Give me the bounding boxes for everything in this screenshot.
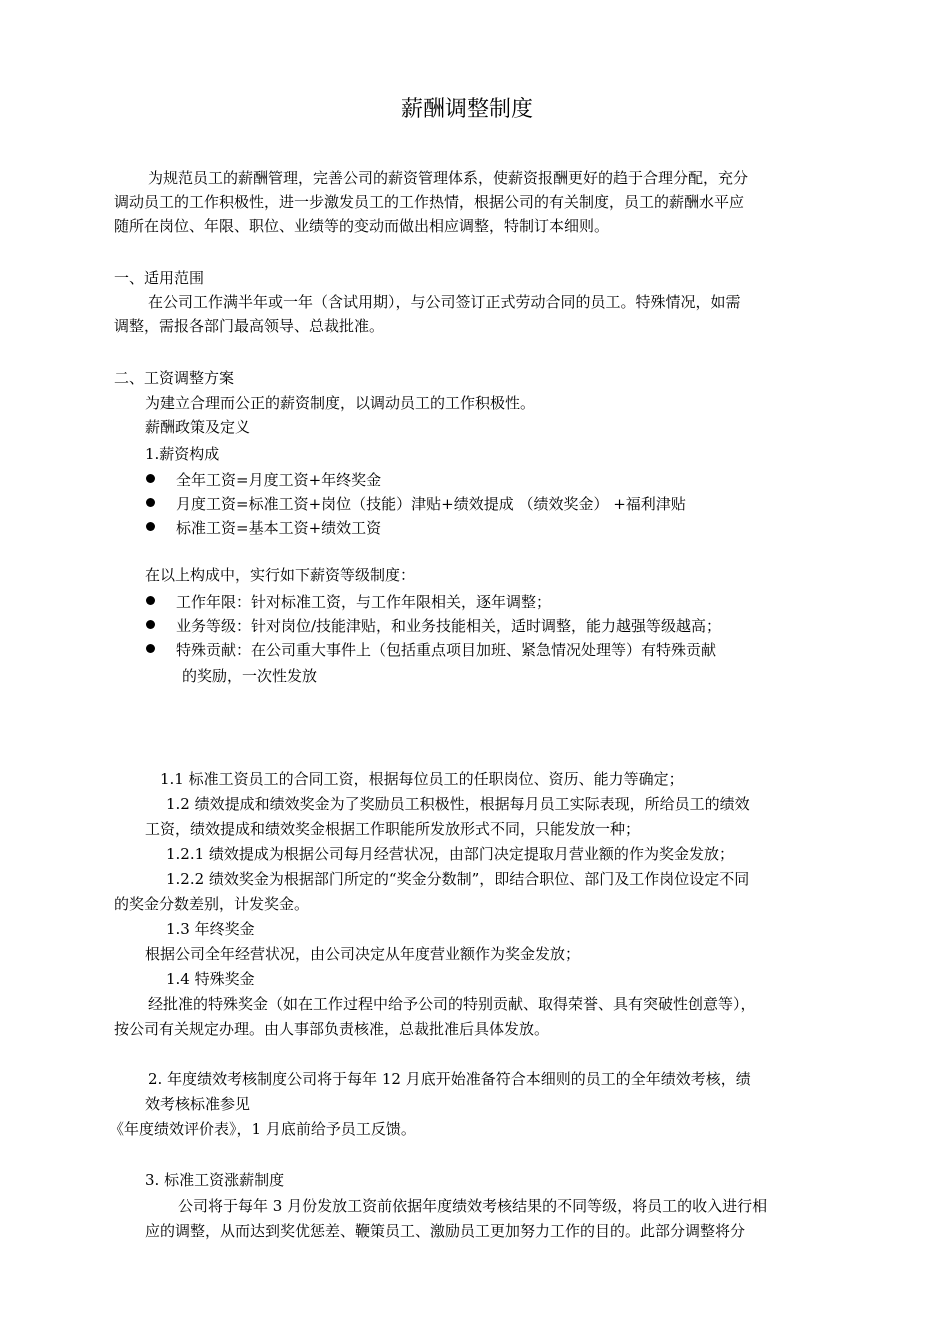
list-item: 业务等级：针对岗位/技能津贴，和业务技能相关，适时调整，能力越强等级越高；: [176, 617, 722, 635]
bullet-dot: [146, 474, 155, 483]
salary-structure-heading: 1.薪资构成: [145, 445, 220, 463]
clause-1-3-text: 根据公司全年经营状况，由公司决定从年度营业额作为奖金发放；: [145, 945, 581, 963]
clause-1-2-1: 1.2.1 绩效提成为根据公司每月经营状况，由部门决定提取月营业额的作为奖金发放；: [166, 845, 734, 863]
clause-1-2-line-2: 工资，绩效提成和绩效奖金根据工作职能所发放形式不同，只能发放一种；: [145, 820, 641, 838]
list-item: 工作年限：针对标准工资，与工作年限相关，逐年调整；: [176, 593, 552, 611]
section1-heading: 一、适用范围: [114, 269, 205, 287]
bullet-dot: [146, 620, 155, 629]
clause-1-4-line-1: 经批准的特殊奖金（如在工作过程中给予公司的特别贡献、取得荣誉、具有突破性创意等），: [148, 995, 756, 1013]
clause-1-1: 1.1 标准工资员工的合同工资，根据每位员工的任职岗位、资历、能力等确定；: [160, 770, 684, 788]
item-3-line-2: 应的调整，从而达到奖优惩差、鞭策员工、激励员工更加努力工作的目的。此部分调整将分: [145, 1222, 746, 1240]
section1-line-1: 在公司工作满半年或一年（含试用期），与公司签订正式劳动合同的员工。特殊情况，如需: [148, 293, 741, 311]
list-item: 月度工资=标准工资+岗位（技能）津贴+绩效提成 （绩效奖金） +福利津贴: [176, 495, 686, 513]
clause-1-3-heading: 1.3 年终奖金: [166, 920, 255, 938]
item-2-line-2: 效考核标准参见: [145, 1095, 251, 1113]
clause-1-2-line-1: 1.2 绩效提成和绩效奖金为了奖励员工积极性，根据每月员工实际表现，所给员工的绩效: [166, 795, 750, 813]
section2-heading: 二、工资调整方案: [114, 369, 235, 387]
intro-line-2: 调动员工的工作积极性，进一步激发员工的工作热情，根据公司的有关制度，员工的薪酬水平应: [114, 193, 745, 211]
intro-line-1: 为规范员工的薪酬管理，完善公司的薪资管理体系，使薪资报酬更好的趋于合理分配，充分: [148, 169, 749, 187]
item-2-line-3: 《年度绩效评价表》，1 月底前给予员工反馈。: [109, 1120, 416, 1138]
document-title: 薪酬调整制度: [401, 97, 534, 122]
clause-1-4-line-2: 按公司有关规定办理。由人事部负责核准，总裁批准后具体发放。: [114, 1020, 550, 1038]
grade-intro: 在以上构成中，实行如下薪资等级制度：: [145, 566, 416, 584]
clause-1-2-2-line-1: 1.2.2 绩效奖金为根据部门所定的“奖金分数制”，即结合职位、部门及工作岗位设定不同: [166, 870, 750, 888]
list-item-continuation: 的奖励，一次性发放: [182, 667, 318, 685]
bullet-dot: [146, 522, 155, 531]
item-2-line-1: 2. 年度绩效考核制度公司将于每年 12 月底开始准备符合本细则的员工的全年绩效考核，绩: [148, 1070, 751, 1088]
section1-line-2: 调整，需报各部门最高领导、总裁批准。: [114, 317, 385, 335]
bullet-dot: [146, 498, 155, 507]
item-3-heading: 3. 标准工资涨薪制度: [145, 1171, 285, 1189]
section2-line-1: 为建立合理而公正的薪资制度，以调动员工的工作积极性。: [145, 394, 536, 412]
bullet-dot: [146, 596, 155, 605]
intro-line-3: 随所在岗位、年限、职位、业绩等的变动而做出相应调整，特制订本细则。: [114, 217, 610, 235]
clause-1-2-2-line-2: 的奖金分数差别，计发奖金。: [114, 895, 310, 913]
list-item: 特殊贡献：在公司重大事件上（包括重点项目加班、紧急情况处理等）有特殊贡献: [176, 641, 717, 659]
list-item: 全年工资=月度工资+年终奖金: [176, 471, 382, 489]
clause-1-4-heading: 1.4 特殊奖金: [166, 970, 255, 988]
item-3-line-1: 公司将于每年 3 月份发放工资前依据年度绩效考核结果的不同等级，将员工的收入进行相: [178, 1197, 768, 1215]
section2-line-2: 薪酬政策及定义: [145, 418, 251, 436]
bullet-dot: [146, 644, 155, 653]
list-item: 标准工资=基本工资+绩效工资: [176, 519, 382, 537]
